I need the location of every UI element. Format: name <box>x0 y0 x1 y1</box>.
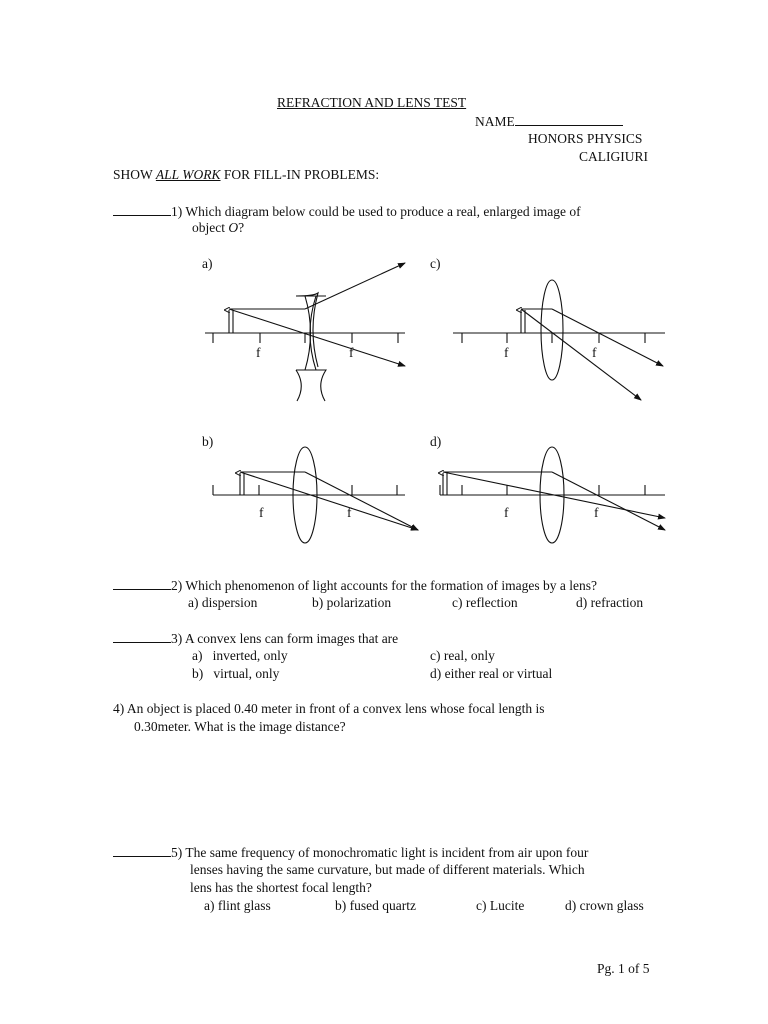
answer-blank-2[interactable] <box>113 577 171 590</box>
diagram-d <box>430 434 665 543</box>
diagram-d-focal-left: f <box>504 505 509 520</box>
q3-choice-d: d) either real or virtual <box>430 666 553 681</box>
diagram-c-lens <box>541 280 563 380</box>
question-2 <box>113 577 597 594</box>
instructions-pre: SHOW <box>113 167 156 182</box>
q3-choice-b: b) virtual, only <box>192 666 280 681</box>
q5-line2: lenses having the same curvature, but made of different materials. Which <box>190 862 585 877</box>
q5-choice-b: b) fused quartz <box>335 898 416 913</box>
q2-stem: 2) Which phenomenon of light accounts for the formation of images by a lens? <box>171 578 598 593</box>
q5-choice-a: a) flint glass <box>204 898 271 913</box>
diagram-d-label: d) <box>430 434 442 449</box>
q2-choice-b: b) polarization <box>312 595 392 610</box>
instructions-post: FOR FILL-IN PROBLEMS: <box>220 167 380 182</box>
q1-line2-post: ? <box>238 220 245 235</box>
q3-choice-a: a) inverted, only <box>192 648 288 663</box>
diagram-d-focal-right: f <box>594 505 599 520</box>
diagram-b-focal-left: f <box>259 505 264 520</box>
q5-choice-d: d) crown glass <box>565 898 644 913</box>
answer-blank-3[interactable] <box>113 630 171 643</box>
diagram-c <box>430 256 665 400</box>
diagram-b-focal-right: f <box>347 505 352 520</box>
q3-choice-c: c) real, only <box>430 648 495 663</box>
q2-choice-d: d) refraction <box>576 595 644 610</box>
q5-line1: 5) The same frequency of monochromatic light is incident from air upon four <box>171 845 589 860</box>
diagram-c-focal-left: f <box>504 345 509 360</box>
diagram-a-focal-left: f <box>256 345 261 360</box>
q1-line2-pre: object <box>192 220 229 235</box>
q2-choice-a: a) dispersion <box>188 595 258 610</box>
question-5 <box>113 844 588 861</box>
diagram-a <box>202 256 405 401</box>
diagram-b-label: b) <box>202 434 214 449</box>
page-number: Pg. 1 of 5 <box>597 961 650 976</box>
q2-choice-c: c) reflection <box>452 595 518 610</box>
diagram-b <box>202 434 418 543</box>
diagram-c-label: c) <box>430 256 441 271</box>
q1-object-variable: O <box>228 220 239 235</box>
course-name: HONORS PHYSICS <box>528 131 643 146</box>
q1-line1: 1) Which diagram below could be used to produce a real, enlarged image of <box>171 204 581 219</box>
diagram-c-focal-right: f <box>592 345 597 360</box>
q5-line3: lens has the shortest focal length? <box>190 880 372 895</box>
q4-line1: 4) An object is placed 0.40 meter in front of a convex lens whose focal length is <box>113 701 545 716</box>
diagram-a-label: a) <box>202 256 213 271</box>
q3-stem: 3) A convex lens can form images that are <box>171 631 399 646</box>
name-label: NAME <box>475 114 515 129</box>
instructions-emphasis: ALL WORK <box>155 167 221 182</box>
question-3 <box>113 630 398 647</box>
q4-line2: 0.30meter. What is the image distance? <box>134 719 346 734</box>
test-title: REFRACTION AND LENS TEST <box>277 95 467 110</box>
answer-blank-5[interactable] <box>113 844 171 857</box>
teacher-name: CALIGIURI <box>579 149 648 164</box>
q5-choice-c: c) Lucite <box>476 898 525 913</box>
diagram-a-focal-right: f <box>349 345 354 360</box>
